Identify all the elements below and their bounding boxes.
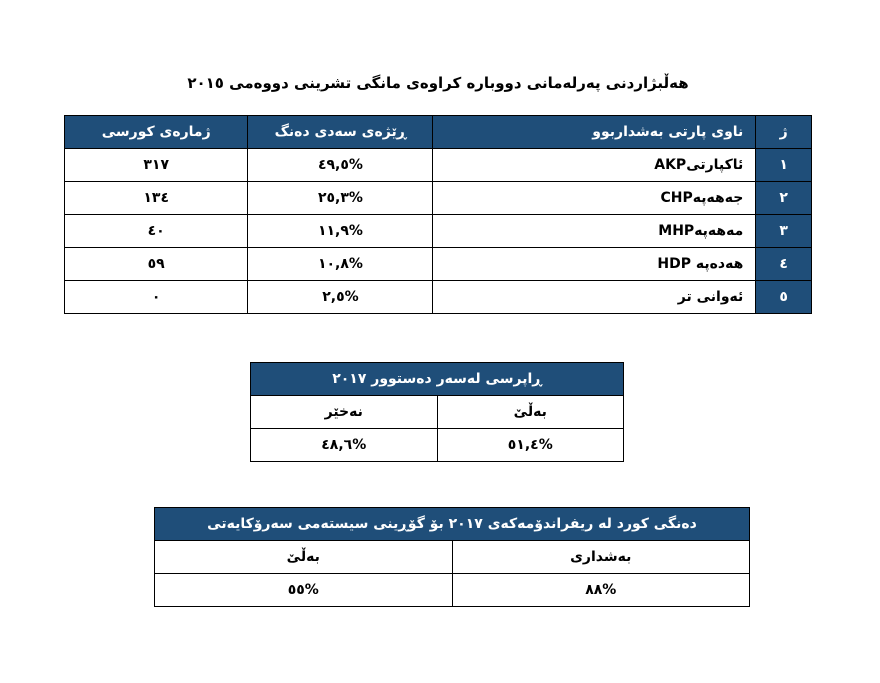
header-seats: ژمارەی کورسی	[65, 116, 248, 149]
row-number: ٣	[756, 215, 812, 248]
table-row	[155, 574, 750, 607]
election-results-table	[64, 115, 812, 314]
table-title-row	[155, 508, 750, 541]
participation-label: بەشداری	[452, 541, 750, 574]
yes-value: %٥١,٤	[437, 429, 624, 462]
vote-percent: %١١,٩	[248, 215, 433, 248]
table-title-row	[251, 363, 624, 396]
table-row	[65, 215, 812, 248]
table-row	[65, 281, 812, 314]
party-name: جەهەپەCHP	[433, 182, 756, 215]
kurdish-vote-title: دەنگی کورد لە ریفراندۆمەکەی ٢٠١٧ بۆ گۆڕینی سیستەمی سەرۆکایەتی	[155, 508, 750, 541]
seat-count: ١٣٤	[65, 182, 248, 215]
table-row	[251, 396, 624, 429]
row-number: ٢	[756, 182, 812, 215]
yes-label: بەڵێ	[437, 396, 624, 429]
table-row	[65, 248, 812, 281]
seat-count: ٥٩	[65, 248, 248, 281]
header-number: ژ	[756, 116, 812, 149]
vote-percent: %٢٥,٣	[248, 182, 433, 215]
row-number: ١	[756, 149, 812, 182]
vote-percent: %٢,٥	[248, 281, 433, 314]
referendum-table	[250, 362, 624, 462]
seat-count: ٤٠	[65, 215, 248, 248]
party-name: ئەوانی تر	[433, 281, 756, 314]
header-percent: ڕێژەی سەدی دەنگ	[248, 116, 433, 149]
participation-value: %٨٨	[452, 574, 750, 607]
party-name: هەدەپە HDP	[433, 248, 756, 281]
yes-value: %٥٥	[155, 574, 453, 607]
document-title: هەڵبژاردنی پەرلەمانی دووبارە کراوەی مانگی تشرینی دووەمی ٢٠١٥	[187, 74, 689, 92]
referendum-title: ڕاپرسی لەسەر دەستوور ٢٠١٧	[251, 363, 624, 396]
party-name: ئاکپارتیAKP	[433, 149, 756, 182]
header-party: ناوی پارتی بەشداربوو	[433, 116, 756, 149]
row-number: ٥	[756, 281, 812, 314]
kurdish-vote-table	[154, 507, 750, 607]
seat-count: ٠	[65, 281, 248, 314]
table-row	[65, 149, 812, 182]
table-header-row	[65, 116, 812, 149]
row-number: ٤	[756, 248, 812, 281]
yes-label: بەڵێ	[155, 541, 453, 574]
party-name: مەهەپەMHP	[433, 215, 756, 248]
vote-percent: %١٠,٨	[248, 248, 433, 281]
table-row	[251, 429, 624, 462]
table-row	[65, 182, 812, 215]
vote-percent: %٤٩,٥	[248, 149, 433, 182]
no-value: %٤٨,٦	[251, 429, 438, 462]
no-label: نەخێر	[251, 396, 438, 429]
table-row	[155, 541, 750, 574]
seat-count: ٣١٧	[65, 149, 248, 182]
